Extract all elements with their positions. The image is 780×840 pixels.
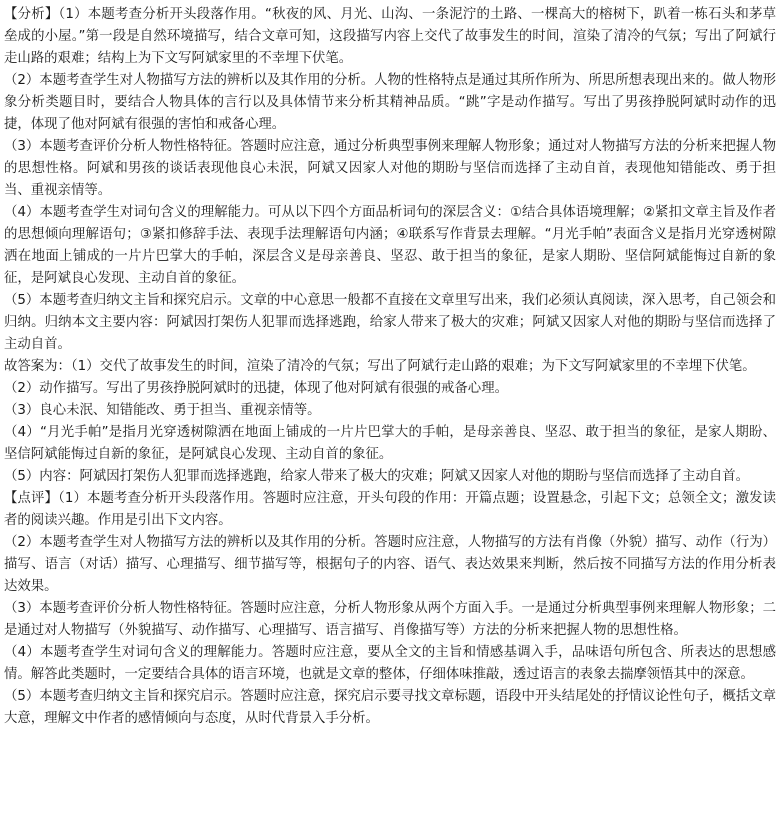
analysis-paragraph-5: （5）本题考查归纳文主旨和探究启示。文章的中心意思一般都不直接在文章里写出来，我们必须认真阅读，深入思考，自己领会和归纳。归纳本文主要内容：阿斌因打架伤人犯罪而选择逃跑，给家人带来了极大的灾难；阿斌又因家人对他的期盼与坚信而选择了主动自首。: [4, 293, 776, 352]
analysis-tag: 【分析】: [4, 7, 59, 22]
analysis-paragraph-4: （4）本题考查学生对词句含义的理解能力。可从以下四个方面品析词句的深层含义：①结合具体语境理解；②紧扣文章主旨及作者的思想倾向理解语句；③紧扣修辞手法、表现手法理解语句内涵；④联系写作背景去理解。“月光手帕”表面含义是指月光穿透树隙洒在地面上铺成的一片片巴掌大的手帕，深层含义是母亲善良、坚忍、敢于担当的象征，是家人期盼、坚信阿斌能悔过自新的象征，是阿斌良心发现、主动自首的象征。: [4, 205, 776, 286]
analysis-item-1: （1）本题考查分析开头段落作用。“秋夜的风、月光、山沟、一条泥泞的土路、一棵高大的榕树下，趴着一栋石头和茅草垒成的小屋。”第一段是自然环境描写，结合文章可知，这段描写内容上交代了故事发生的时间，渲染了清冷的气氛；写出了阿斌行走山路的艰难；结构上为下文写阿斌家里的不幸埋下伏笔。: [4, 7, 776, 66]
analysis-paragraph-1: [4, 4, 776, 70]
answer-lead: 故答案为：: [4, 359, 71, 374]
comment-tag: 【点评】: [4, 491, 59, 506]
answer-paragraph-5: （5）内容：阿斌因打架伤人犯罪而选择逃跑，给家人带来了极大的灾难；阿斌又因家人对他的期盼与坚信而选择了主动自首。: [4, 469, 749, 484]
answer-paragraph-3: （3）良心未泯、知错能改、勇于担当、重视亲情等。: [4, 403, 321, 418]
answer-paragraph-4: （4）“月光手帕”是指月光穿透树隙洒在地面上铺成的一片片巴掌大的手帕，是母亲善良、坚忍、敢于担当的象征，是家人期盼、坚信阿斌能悔过自新的象征，是阿斌良心发现、主动自首的象征。: [4, 425, 776, 462]
comment-paragraph-1: [4, 488, 776, 532]
answer-paragraph-2: （2）动作描写。写出了男孩挣脱阿斌时的迅捷，体现了他对阿斌有很强的戒备心理。: [4, 381, 508, 396]
answer-item-1: （1）交代了故事发生的时间，渲染了清冷的气氛；写出了阿斌行走山路的艰难；为下文写阿斌家里的不幸埋下伏笔。: [70, 359, 756, 374]
comment-paragraph-3: （3）本题考查评价分析人物性格特征。答题时应注意，分析人物形象从两个方面入手。一是通过分析典型事例来理解人物形象；二是通过对人物描写（外貌描写、动作描写、心理描写、语言描写、肖像描写等）方法的分析来把握人物的思想性格。: [4, 601, 776, 638]
comment-item-1: （1）本题考查分析开头段落作用。答题时应注意，开头句段的作用：开篇点题；设置悬念，引起下文；总领全文；激发读者的阅读兴趣。作用是引出下文内容。: [4, 491, 776, 528]
analysis-paragraph-3: （3）本题考查评价分析人物性格特征。答题时应注意，通过分析典型事例来理解人物形象；通过对人物描写方法的分析来把握人物的思想性格。阿斌和男孩的谈话表现他良心未泯，阿斌又因家人对他的期盼与坚信而选择了主动自首，表现他知错能改、勇于担当、重视亲情等。: [4, 139, 776, 198]
comment-paragraph-2: （2）本题考查学生对人物描写方法的辨析以及其作用的分析。答题时应注意，人物描写的方法有肖像（外貌）描写、动作（行为）描写、语言（对话）描写、心理描写、细节描写等，根据句子的内容、语气、表达效果来判断，然后按不同描写方法的作用分析表达效果。: [4, 535, 776, 594]
answer-paragraph-1: [4, 356, 776, 378]
comment-paragraph-5: （5）本题考查归纳文主旨和探究启示。答题时应注意，探究启示要寻找文章标题，语段中开头结尾处的抒情议论性句子，概括文章大意，理解文中作者的感情倾向与态度，从时代背景入手分析。: [4, 689, 776, 726]
analysis-paragraph-2: （2）本题考查学生对人物描写方法的辨析以及其作用的分析。人物的性格特点是通过其所作所为、所思所想表现出来的。做人物形象分析类题目时，要结合人物具体的言行以及具体情节来分析其精神品质。“跳”字是动作描写。写出了男孩挣脱阿斌时动作的迅捷，体现了他对阿斌有很强的害怕和戒备心理。: [4, 73, 776, 132]
comment-paragraph-4: （4）本题考查学生对词句含义的理解能力。答题时应注意，要从全文的主旨和情感基调入手，品味语句所包含、所表达的思想感情。解答此类题时，一定要结合具体的语言环境，也就是文章的整体，仔细体味推敲，透过语言的表象去揣摩领悟其中的深意。: [4, 645, 776, 682]
